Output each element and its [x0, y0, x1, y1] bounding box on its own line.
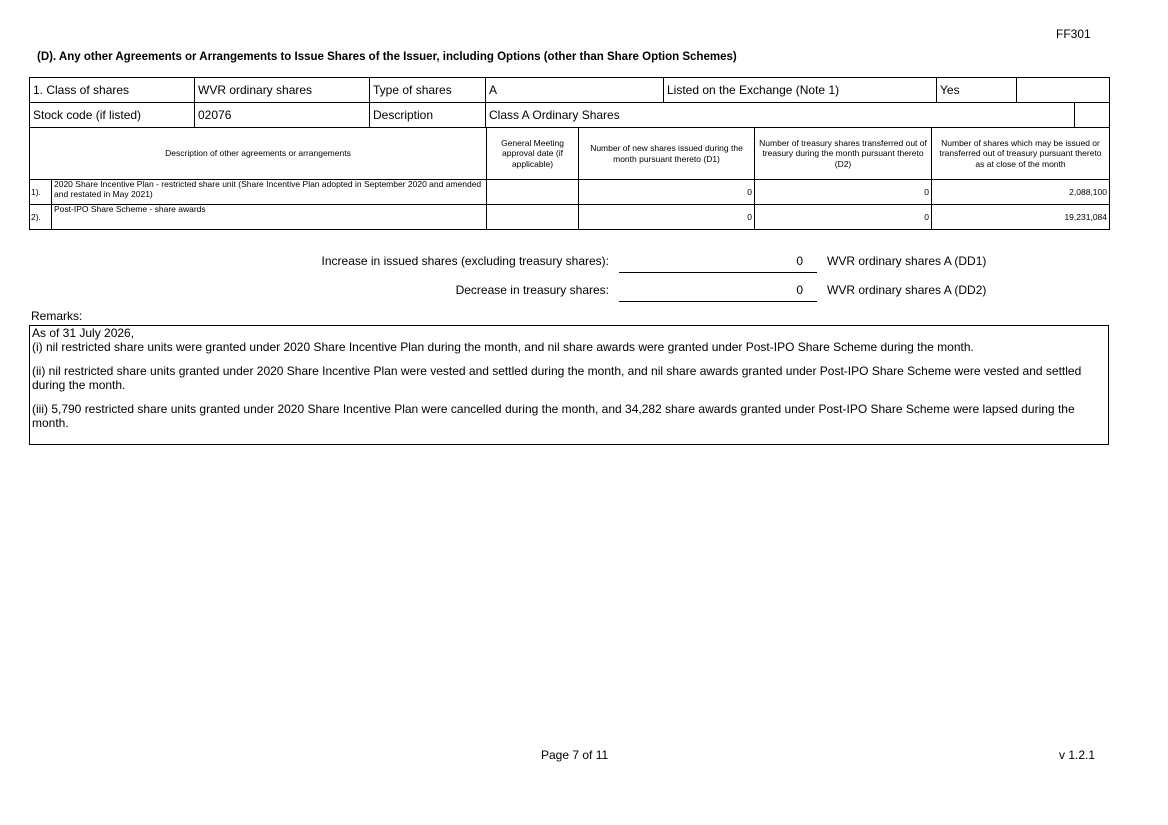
header-may-be-issued: Number of shares which may be issued or transferred out of treasury pursuant thereto as at close of the month	[932, 128, 1110, 180]
listed-label: Listed on the Exchange (Note 1)	[664, 78, 937, 103]
row-may-be-issued: 19,231,084	[932, 205, 1110, 230]
version-number: v 1.2.1	[1059, 748, 1096, 762]
page-number: Page 7 of 11	[541, 748, 609, 762]
row-description: Post-IPO Share Scheme - share awards	[52, 205, 487, 230]
increase-summary	[0, 254, 1168, 274]
row-approval-date	[487, 205, 579, 230]
row-index: 1).	[30, 180, 52, 205]
decrease-label: Decrease in treasury shares:	[455, 283, 609, 297]
remarks-box	[29, 325, 1109, 445]
agreements-table	[29, 127, 1110, 230]
class-of-shares-value: WVR ordinary shares	[195, 78, 370, 103]
class-of-shares-label: 1. Class of shares	[30, 78, 195, 103]
decrease-unit: WVR ordinary shares A (DD2)	[827, 283, 987, 297]
description-blank-cell	[1075, 103, 1110, 128]
description-value: Class A Ordinary Shares	[486, 103, 1075, 128]
increase-label: Increase in issued shares (excluding treasury shares):	[321, 254, 609, 268]
row-description: 2020 Share Incentive Plan - restricted share unit (Share Incentive Plan adopted in September 2020 and amended and restated in May 2021)	[52, 180, 487, 205]
listed-value: Yes	[937, 78, 1017, 103]
remarks-line-3: (iii) 5,790 restricted share units granted under 2020 Share Incentive Plan were cancelled during the month, and 34,282 share awards granted under Post-IPO Share Scheme were lapsed during the month.	[32, 402, 1075, 430]
decrease-summary	[0, 283, 1168, 303]
row-new-shares: 0	[579, 180, 755, 205]
increase-value: 0	[796, 254, 803, 268]
form-code: FF301	[1056, 27, 1091, 41]
decrease-value: 0	[796, 283, 803, 297]
listed-blank-cell	[1017, 78, 1110, 103]
increase-unit: WVR ordinary shares A (DD1)	[827, 254, 987, 268]
row-treasury-transferred: 0	[755, 205, 932, 230]
row-new-shares: 0	[579, 205, 755, 230]
header-new-shares: Number of new shares issued during the month pursuant thereto (D1)	[579, 128, 755, 180]
remarks-line-1: (i) nil restricted share units were granted under 2020 Share Incentive Plan during the month, and nil share awards were granted under Post-IPO Share Scheme during the month.	[32, 340, 974, 354]
row-may-be-issued: 2,088,100	[932, 180, 1110, 205]
section-title: (D). Any other Agreements or Arrangements to Issue Shares of the Issuer, including Options (other than Share Option Schemes)	[37, 51, 737, 63]
header-description: Description of other agreements or arrangements	[30, 128, 487, 180]
row-treasury-transferred: 0	[755, 180, 932, 205]
table-header-row	[30, 128, 1110, 180]
remarks-line-date: As of 31 July 2026,	[32, 326, 135, 340]
row-index: 2).	[30, 205, 52, 230]
remarks-line-2: (ii) nil restricted share units granted under 2020 Share Incentive Plan were vested and settled during the month, and nil share awards granted under Post-IPO Share Scheme were vested and settled during the month.	[32, 364, 1082, 392]
stock-code-label: Stock code (if listed)	[30, 103, 195, 128]
table-row	[30, 180, 1110, 205]
type-of-shares-value: A	[486, 78, 664, 103]
header-approval-date: General Meeting approval date (if applicable)	[487, 128, 579, 180]
header-treasury-transferred: Number of treasury shares transferred out of treasury during the month pursuant thereto (D2)	[755, 128, 932, 180]
stock-code-value: 02076	[195, 103, 370, 128]
row-approval-date	[487, 180, 579, 205]
share-info-table	[29, 77, 1110, 128]
remarks-label: Remarks:	[31, 309, 83, 323]
table-row	[30, 205, 1110, 230]
description-label: Description	[370, 103, 486, 128]
type-of-shares-label: Type of shares	[370, 78, 486, 103]
